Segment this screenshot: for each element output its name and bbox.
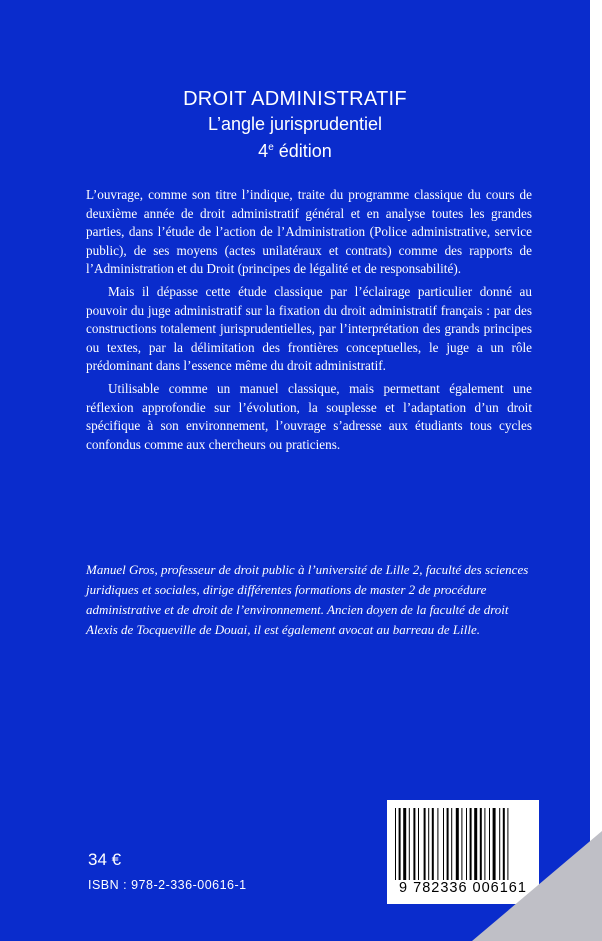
edition-number: 4 bbox=[258, 141, 269, 161]
page-corner-fold bbox=[472, 831, 602, 941]
barcode-bar bbox=[456, 808, 459, 880]
title-block bbox=[0, 86, 590, 163]
barcode-bar bbox=[451, 808, 452, 880]
barcode-bar bbox=[413, 808, 415, 880]
barcode-bar bbox=[443, 808, 444, 880]
barcode-digits: 9 782336 006161 bbox=[399, 880, 527, 896]
edition-word: édition bbox=[278, 141, 332, 161]
barcode-bar bbox=[437, 808, 438, 880]
barcode-bar bbox=[447, 808, 449, 880]
edition bbox=[0, 136, 590, 163]
edition-suffix: e bbox=[268, 142, 274, 153]
barcode-bar bbox=[409, 808, 410, 880]
barcode-bar bbox=[424, 808, 426, 880]
blurb bbox=[86, 186, 532, 454]
blurb-paragraph-3: Utilisable comme un manuel classique, mais permettant également une réflexion approfondie sur l’évolution, la souplesse et l’adaptation d’un droit spécifique à son environnement, l’ouvrage s’adresse aux étudiants tous cycles confondus comme aux chercheurs ou praticiens. bbox=[86, 380, 532, 452]
blurb-paragraph-1: L’ouvrage, comme son titre l’indique, traite du programme classique du cours de deuxième année de droit administratif général et en analyse toutes les grandes parties, dans l’étude de l’action de l’Administration (Police administrative, service public), de ses moyens (actes unilatéraux et contrats) comme des rapports de l’Administration et du Droit (principes de légalité et de responsabilité). bbox=[86, 187, 532, 277]
book-subtitle: L’angle jurisprudentiel bbox=[207, 114, 383, 134]
book-title: DROIT ADMINISTRATIF bbox=[183, 88, 407, 110]
barcode-bar bbox=[395, 808, 396, 880]
blurb-paragraph-2: Mais il dépasse cette étude classique par l’éclairage particulier donné au pouvoir du juge administratif sur la fixation du droit administratif français : par des constructions totalement jurisprudentielles, par l’interprétation des grands principes ou textes, par la délimitation des frontières conceptuelles, le juge a un rôle prédominant dans l’essence même du droit administratif. bbox=[86, 283, 532, 374]
barcode-bar bbox=[403, 808, 406, 880]
isbn: ISBN : 978-2-336-00616-1 bbox=[88, 878, 247, 892]
author-bio: Manuel Gros, professeur de droit public à l’université de Lille 2, faculté des sciences juridiques et sociales, dirige différentes formations de master 2 de procédure administrative et de droit de l’environnement. Ancien doyen de la faculté de droit Alexis de Tocqueville de Douai, il est également avocat au barreau de Lille. bbox=[86, 562, 529, 637]
barcode-bar bbox=[428, 808, 429, 880]
price: 34 € bbox=[88, 850, 122, 869]
barcode-bar bbox=[418, 808, 419, 880]
barcode-bar bbox=[461, 808, 462, 880]
barcode-bar bbox=[399, 808, 401, 880]
barcode-bar bbox=[432, 808, 434, 880]
barcode-bar bbox=[466, 808, 467, 880]
